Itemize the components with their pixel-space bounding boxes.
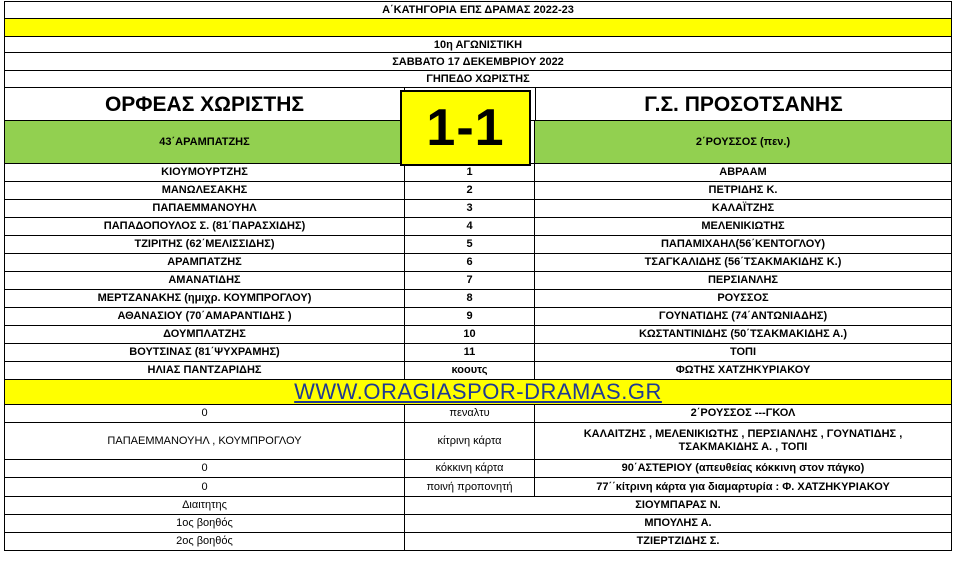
event-row [4,423,952,460]
home-player: ΠΑΠΑΕΜΜΑΝΟΥΗΛ [5,200,405,217]
home-player: ΤΖΙΡΙΤΗΣ (62΄ΜΕΛΙΣΣΙΔΗΣ) [5,236,405,253]
lineup-row [4,272,952,290]
shirt-number: 11 [405,344,535,361]
lineup-row [4,218,952,236]
official-row [4,533,952,551]
official-role: 1ος βοηθός [5,515,405,532]
stadium-name: ΓΗΠΕΔΟ ΧΩΡΙΣΤΗΣ [426,73,530,85]
lineup-row [4,182,952,200]
away-player: ΑΒΡΑΑΜ [719,166,767,178]
official-name: ΤΖΙΕΡΤΖΙΔΗΣ Σ. [636,535,720,547]
round-row [4,37,952,53]
lineup-row [4,326,952,344]
website-link[interactable]: WWW.ORAGIASPOR-DRAMAS.GR [294,379,662,404]
away-player: ΤΟΠΙ [729,346,757,358]
official-row [4,515,952,533]
shirt-number: 9 [405,308,535,325]
event-type-label: πεναλτυ [405,405,535,422]
away-player: ΡΟΥΣΣΟΣ [717,292,769,304]
shirt-number: κοουτς [405,362,535,379]
home-player: ΑΘΑΝΑΣΙΟΥ (70΄ΑΜΑΡΑΝΤΙΔΗΣ ) [5,308,405,325]
away-player: ΦΩΤΗΣ ΧΑΤΖΗΚΥΡΙΑΚΟΥ [675,364,811,376]
lineup-row [4,236,952,254]
away-player: ΠΑΠΑΜΙΧΑΗΛ(56΄ΚΕΝΤΟΓΛΟΥ) [660,238,826,250]
away-team-name: Γ.Σ. ΠΡΟΣΟΤΣΑΝΗΣ [535,88,951,120]
lineup-row [4,344,952,362]
official-name: ΜΠΟΥΛΗΣ Α. [644,517,712,529]
league-title-row [4,1,952,19]
lineup-row [4,362,952,380]
match-date: ΣΑΒΒΑΤΟ 17 ΔΕΚΕΜΒΡΙΟΥ 2022 [392,55,564,68]
official-name: ΣΙΟΥΜΠΑΡΑΣ Ν. [635,499,721,511]
home-player: ΗΛΙΑΣ ΠΑΝΤΖΑΡΙΔΗΣ [5,362,405,379]
away-player: ΚΑΛΑΪΤΖΗΣ [711,202,775,214]
shirt-number: 7 [405,272,535,289]
events-table [4,405,952,497]
lineup-row [4,200,952,218]
away-player: ΠΕΡΣΙΑΝΛΗΣ [707,274,779,286]
home-team-name: ΟΡΦΕΑΣ ΧΩΡΙΣΤΗΣ [5,88,405,120]
shirt-number: 1 [405,164,535,181]
home-player: ΜΑΝΩΛΕΣΑΚΗΣ [5,182,405,199]
shirt-number: 4 [405,218,535,235]
home-scorers: 43΄ΑΡΑΜΠΑΤΖΗΣ [5,121,405,163]
event-row [4,478,952,497]
away-event-value: 2΄ΡΟΥΣΣΟΣ ---ΓΚΟΛ [690,407,796,419]
home-player: ΑΜΑΝΑΤΙΔΗΣ [5,272,405,289]
lineups-table [4,164,952,380]
event-type-label: κίτρινη κάρτα [405,423,535,459]
home-event-value: ΠΑΠΑΕΜΜΑΝΟΥΗΛ , ΚΟΥΜΠΡΟΓΛΟΥ [5,423,405,459]
away-player: ΤΣΑΓΚΑΛΙΔΗΣ (56΄ΤΣΑΚΜΑΚΙΔΗΣ Κ.) [644,256,842,268]
home-event-value: 0 [5,460,405,477]
lineup-row [4,164,952,182]
away-player: ΜΕΛΕΝΙΚΙΩΤΗΣ [701,220,785,232]
yellow-separator-top [4,19,952,37]
away-player: ΓΟΥΝΑΤΙΔΗΣ (74΄ΑΝΤΩΝΙΑΔΗΣ) [658,310,828,322]
lineup-row [4,290,952,308]
official-role: Διαιτητης [5,497,405,514]
event-type-label: κόκκινη κάρτα [405,460,535,477]
match-report-sheet [4,1,952,551]
away-event-value: 90΄ΑΣΤΕΡΙΟΥ (απευθείας κόκκινη στον πάγκο) [621,462,865,474]
away-event-value: ΚΑΛΑΙΤΖΗΣ , ΜΕΛΕΝΙΚΙΩΤΗΣ , ΠΕΡΣΙΑΝΛΗΣ , ΓΟΥΝΑΤΙΔΗΣ , ΤΣΑΚΜΑΚΙΔΗΣ Α. , ΤΟΠΙ [583,428,903,453]
away-player: ΚΩΣΤΑΝΤΙΝΙΔΗΣ (50΄ΤΣΑΚΜΑΚΙΔΗΣ Α.) [638,328,848,340]
date-row [4,53,952,71]
home-event-value: 0 [5,478,405,496]
away-scorers: 2΄ΡΟΥΣΣΟΣ (πεν.) [535,121,951,163]
round-label: 10η ΑΓΩΝΙΣΤΙΚΗ [433,38,523,51]
stadium-row [4,71,952,88]
lineup-row [4,254,952,272]
final-score: 1-1 [400,90,531,166]
official-row [4,497,952,515]
official-role: 2ος βοηθός [5,533,405,550]
home-player: ΠΑΠΑΔΟΠΟΥΛΟΣ Σ. (81΄ΠΑΡΑΣΧΙΔΗΣ) [5,218,405,235]
away-event-value: 77΄΄κίτρινη κάρτα για διαμαρτυρία : Φ. ΧΑΤΖΗΚΥΡΙΑΚΟΥ [596,480,890,493]
home-player: ΜΕΡΤΖΑΝΑΚΗΣ (ημιχρ. ΚΟΥΜΠΡΟΓΛΟΥ) [5,290,405,307]
event-row [4,405,952,423]
event-type-label: ποινή προπονητή [405,478,535,496]
home-player: ΒΟΥΤΣΙΝΑΣ (81΄ΨΥΧΡΑΜΗΣ) [5,344,405,361]
shirt-number: 3 [405,200,535,217]
home-player: ΑΡΑΜΠΑΤΖΗΣ [5,254,405,271]
home-event-value: 0 [5,405,405,422]
shirt-number: 8 [405,290,535,307]
shirt-number: 2 [405,182,535,199]
event-row [4,460,952,478]
lineup-row [4,308,952,326]
league-title: Α΄ΚΑΤΗΓΟΡΙΑ ΕΠΣ ΔΡΑΜΑΣ 2022-23 [382,4,574,16]
home-player: ΔΟΥΜΠΛΑΤΖΗΣ [5,326,405,343]
shirt-number: 6 [405,254,535,271]
website-row [4,380,952,405]
officials-table [4,497,952,551]
shirt-number: 10 [405,326,535,343]
shirt-number: 5 [405,236,535,253]
home-player: ΚΙΟΥΜΟΥΡΤΖΗΣ [5,164,405,181]
away-player: ΠΕΤΡΙΔΗΣ Κ. [708,184,778,196]
